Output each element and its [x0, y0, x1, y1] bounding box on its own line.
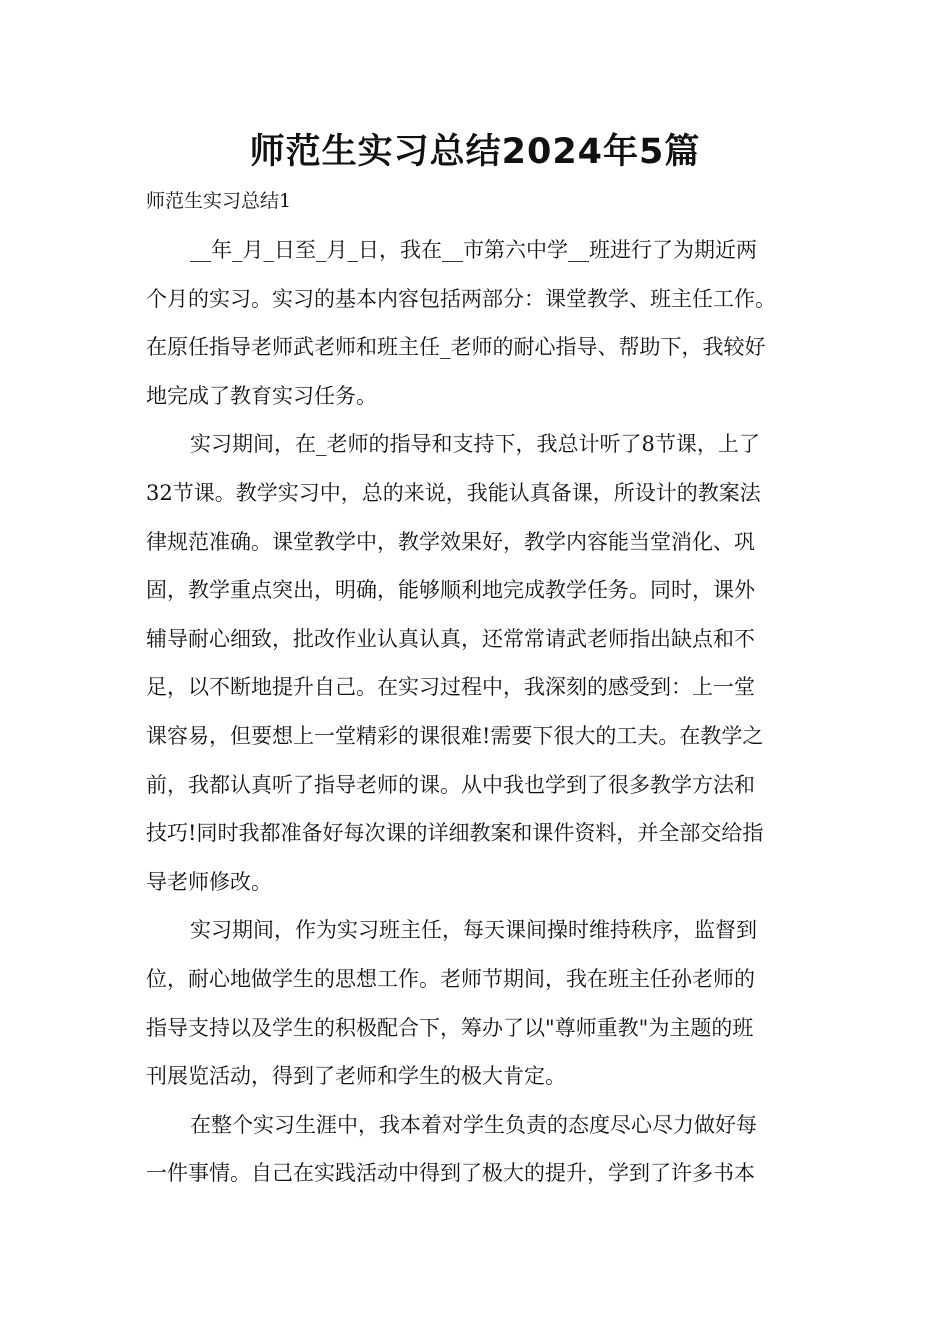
text-line: 足，以不断地提升自己。在实习过程中，我深刻的感受到：上一堂 — [146, 675, 755, 700]
text-line: 课容易，但要想上一堂精彩的课很难!需要下很大的工夫。在教学之 — [146, 723, 764, 748]
text-line: 律规范准确。课堂教学中，教学效果好，教学内容能当堂消化、巩 — [146, 529, 755, 554]
text-line: 前，我都认真听了指导老师的课。从中我也学到了很多教学方法和 — [146, 772, 755, 797]
paragraph — [146, 226, 818, 420]
text-line: 在原任指导老师武老师和班主任_老师的耐心指导、帮助下，我较好 — [146, 335, 766, 360]
text-line: 在整个实习生涯中，我本着对学生负责的态度尽心尽力做好每 — [190, 1112, 757, 1137]
text-line: 刊展览活动，得到了老师和学生的极大肯定。 — [146, 1064, 566, 1089]
paragraph — [146, 1101, 818, 1198]
document-body — [146, 226, 818, 1198]
text-line: 实习期间，在_老师的指导和支持下，我总计听了8节课，上了 — [190, 432, 760, 457]
text-line: 导老师修改。 — [146, 869, 272, 894]
text-line: 实习期间，作为实习班主任，每天课间操时维持秩序，监督到 — [190, 918, 757, 943]
text-line: 32节课。教学实习中，总的来说，我能认真备课，所设计的教案法 — [146, 480, 761, 505]
text-line: 固，教学重点突出，明确，能够顺利地完成教学任务。同时，课外 — [146, 578, 755, 603]
text-line: 指导支持以及学生的积极配合下，筹办了以"尊师重教"为主题的班 — [146, 1015, 754, 1040]
text-line: 地完成了教育实习任务。 — [146, 383, 377, 408]
paragraph — [146, 906, 818, 1100]
text-line: 一件事情。自己在实践活动中得到了极大的提升，学到了许多书本 — [146, 1161, 755, 1186]
text-line: 位，耐心地做学生的思想工作。老师节期间，我在班主任孙老师的 — [146, 966, 755, 991]
section-heading: 师范生实习总结1 — [146, 190, 292, 212]
text-line: 技巧!同时我都准备好每次课的详细教案和课件资料，并全部交给指 — [146, 821, 764, 846]
text-line: __年_月_日至_月_日，我在__市第六中学__班进行了为期近两 — [190, 238, 757, 262]
paragraph — [146, 420, 818, 906]
text-line: 辅导耐心细致，批改作业认真认真，还常常请武老师指出缺点和不 — [146, 626, 755, 651]
text-line: 个月的实习。实习的基本内容包括两部分：课堂教学、班主任工作。 — [146, 286, 776, 311]
document-title: 师范生实习总结2024年5篇 — [249, 132, 701, 172]
